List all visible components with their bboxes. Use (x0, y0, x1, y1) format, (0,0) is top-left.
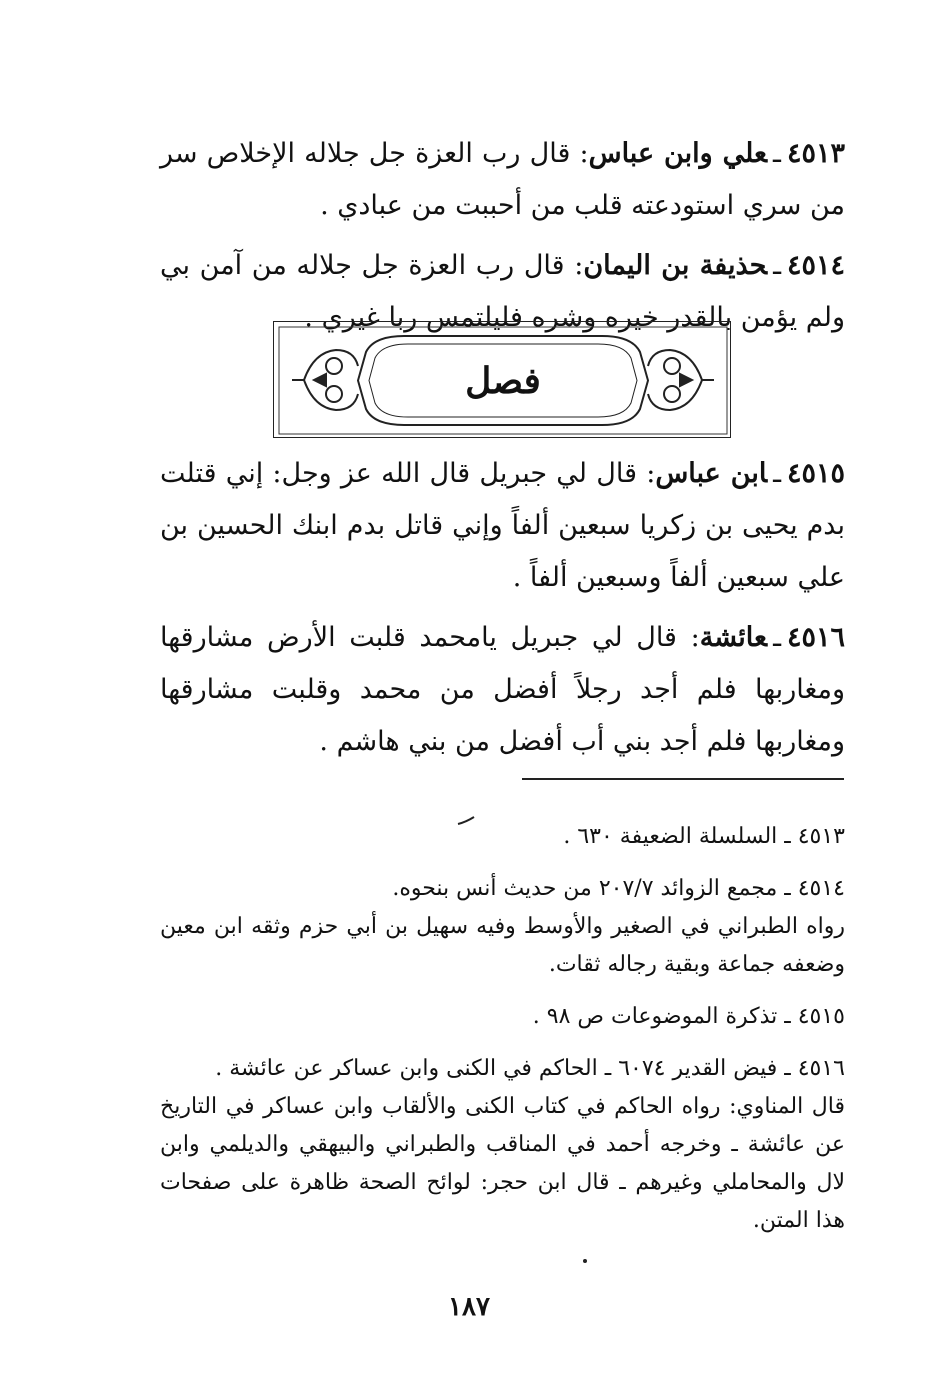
entry-number: ٤٥١٣ (786, 138, 845, 169)
entry-text: قال رب العزة جل جلاله من آمن بي ولم يؤمن بالقدر خيره وشره فليلتمس ربا غيري . (160, 250, 845, 333)
footnote-4513 (160, 818, 845, 856)
footnote-4516 (160, 1050, 845, 1240)
entry-4514: ٤٥١٤ـحذيفة بن اليمان: قال رب العزة جل جلاله من آمن بي ولم يؤمن بالقدر خيره وشره فليلتمس ربا غيري . (160, 250, 845, 333)
footnote-line: رواه الطبراني في الصغير والأوسط وفيه سهيل بن أبي حزم وثقه ابن معين وضعفه جماعة وبقية رجاله ثقات. (160, 914, 845, 977)
stray-dot (583, 1259, 587, 1263)
entry-text: قال لي جبريل يامحمد قلبت الأرض مشارقها ومغاربها فلم أجد رجلاً أفضل من محمد وقلبت مشارقها ومغاربها فلم أجد بني أب أفضل من بني هاشم . (160, 622, 845, 757)
footnote-line: ٤٥١٣ ـ السلسلة الضعيفة ٦٣٠ . (563, 824, 845, 849)
entries-top (160, 128, 845, 344)
footnote-4515 (160, 998, 845, 1036)
page-number: ١٨٧ (448, 1292, 490, 1322)
footnote-line: قال المناوي: رواه الحاكم في كتاب الكنى والألقاب وابن عساكر في التاريخ عن عائشة ـ وخرجه أحمد في المناقب والطبراني والبيهقي والديلمي وابن لال والمحاملي وغيرهم ـ قال ابن حجر: لوائح الصحة ظاهرة على صفحات هذا المتن. (160, 1094, 845, 1233)
entry-number: ٤٥١٥ (787, 458, 846, 489)
footnotes (160, 818, 845, 1240)
entry-narrator: عائشة (699, 622, 768, 653)
footnote-line: ٤٥١٦ ـ فيض القدير ٦٠٧٤ ـ الحاكم في الكنى وابن عساكر عن عائشة . (215, 1056, 845, 1081)
entry-4515: ٤٥١٥ـابن عباس: قال لي جبريل قال الله عز وجل: إني قتلت بدم يحيى بن زكريا سبعين ألفاً وإني قاتل بدم ابنك الحسين بن علي سبعين ألفاً وسبعين ألفاً . (160, 458, 846, 593)
footnote-4514 (160, 870, 845, 984)
section-title: فصل (465, 359, 541, 402)
entry-text: قال لي جبريل قال الله عز وجل: إني قتلت بدم يحيى بن زكريا سبعين ألفاً وإني قاتل بدم ابنك الحسين بن علي سبعين ألفاً وسبعين ألفاً . (160, 458, 845, 593)
footnote-divider (522, 778, 844, 780)
entry-narrator: ابن عباس (655, 458, 768, 489)
footnote-line: ٤٥١٤ ـ مجمع الزوائد ٢٠٧/٧ من حديث أنس بنحوه. (392, 876, 845, 901)
entry-number: ٤٥١٦ (786, 622, 845, 653)
entry-narrator: حذيفة بن اليمان (583, 250, 768, 281)
footnote-line: ٤٥١٥ ـ تذكرة الموضوعات ص ٩٨ . (532, 1004, 845, 1029)
entry-4513: ٤٥١٣ـعلي وابن عباس: قال رب العزة جل جلاله الإخلاص سر من سري استودعته قلب من أحببت من عبادي . (160, 138, 845, 221)
entry-4516: ٤٥١٦ـعائشة: قال لي جبريل يامحمد قلبت الأرض مشارقها ومغاربها فلم أجد رجلاً أفضل من محمد وقلبت مشارقها ومغاربها فلم أجد بني أب أفضل من بني هاشم . (160, 622, 845, 757)
entry-number: ٤٥١٤ (786, 250, 845, 281)
entry-narrator: علي وابن عباس (588, 138, 768, 169)
entries-bottom (160, 448, 845, 768)
section-heading-box (273, 321, 731, 438)
entry-text: قال رب العزة جل جلاله الإخلاص سر من سري استودعته قلب من أحببت من عبادي . (160, 138, 845, 221)
